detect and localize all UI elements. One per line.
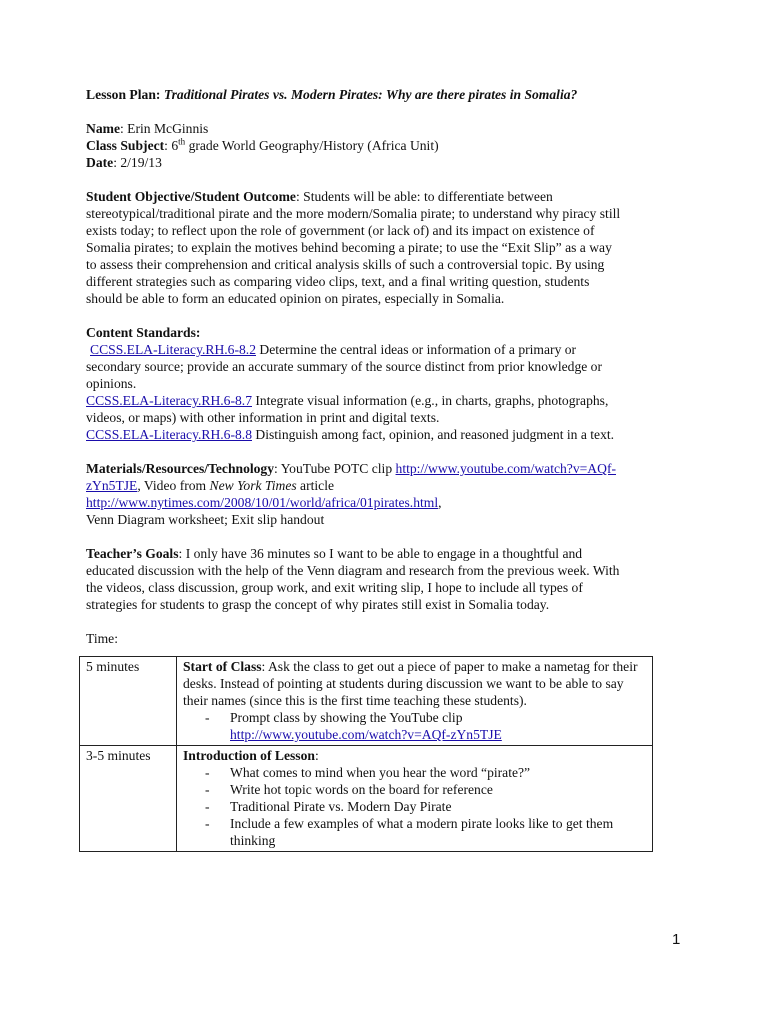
objective-line-5: to assess their comprehension and critical analysis skills of such a controversial topic. By using <box>86 257 605 272</box>
introduction-colon: : <box>314 748 319 763</box>
document-body <box>86 86 686 647</box>
list-item <box>183 815 646 849</box>
materials-line-4: Venn Diagram worksheet; Exit slip handout <box>86 512 325 527</box>
materials-pre: : YouTube POTC clip <box>274 461 396 476</box>
objective-line-1 <box>86 188 686 205</box>
list-item-text: Write hot topic words on the board for reference <box>230 782 493 797</box>
name-value: : Erin McGinnis <box>119 121 209 136</box>
objective-line-4: Somalia pirates; to explain the motives behind becoming a pirate; to use the “Exit Slip” as a way <box>86 240 612 255</box>
materials-line-2 <box>86 477 686 494</box>
objective-line-2: stereotypical/traditional pirate and the more modern/Somalia pirate; to understand why piracy still <box>86 206 621 221</box>
activity-list <box>183 764 646 849</box>
time-cell: 5 minutes <box>80 657 177 746</box>
standard-3-text: Distinguish among fact, opinion, and reasoned judgment in a text. <box>252 427 615 442</box>
standard-rh-6-8-2-link[interactable]: CCSS.ELA-Literacy.RH.6-8.2 <box>90 342 256 357</box>
dash-marker: - <box>205 816 210 831</box>
materials-line-3 <box>86 494 686 511</box>
objective-line-6: different strategies such as comparing video clips, text, and a final writing question, students <box>86 274 590 289</box>
standard-2-line-2: videos, or maps) with other information in print and digital texts. <box>86 410 440 425</box>
nytimes-link[interactable]: http://www.nytimes.com/2008/10/01/world/africa/01pirates.html <box>86 495 439 510</box>
subject-line <box>86 137 686 154</box>
list-item-text: Include a few examples of what a modern pirate looks like to get them thinking <box>230 816 614 848</box>
goals-line-2: educated discussion with the help of the Venn diagram and research from the previous week. With <box>86 563 620 578</box>
list-item <box>183 764 646 781</box>
date-value: : 2/19/13 <box>113 155 162 170</box>
goals-line-4: strategies for students to grasp the concept of why pirates still exist in Somalia today. <box>86 597 550 612</box>
list-item-text: Prompt class by showing the YouTube clip <box>230 710 463 725</box>
list-item-text: What comes to mind when you hear the word “pirate?” <box>230 765 531 780</box>
standard-1-line-2: secondary source; provide an accurate summary of the source distinct from prior knowledge or <box>86 359 603 374</box>
youtube-link-part-2[interactable]: zYn5TJE <box>86 478 138 493</box>
subject-post: grade World Geography/History (Africa Unit) <box>185 138 439 153</box>
introduction-label: Introduction of Lesson <box>183 748 315 763</box>
materials-mid: , Video from <box>137 478 210 493</box>
title-text: Traditional Pirates vs. Modern Pirates: Why are there pirates in Somalia? <box>163 87 578 102</box>
list-item <box>183 798 646 815</box>
dash-marker: - <box>205 799 210 814</box>
activity-list <box>183 709 646 743</box>
schedule-table <box>79 656 653 852</box>
standard-1-line-3: opinions. <box>86 376 137 391</box>
standard-2-text: Integrate visual information (e.g., in charts, graphs, photographs, <box>252 393 609 408</box>
subject-sup: th <box>178 136 186 147</box>
time-label: Time: <box>86 631 118 646</box>
start-of-class-label: Start of Class <box>183 659 262 674</box>
activity-cell <box>177 746 653 852</box>
youtube-link-part-1[interactable]: http://www.youtube.com/watch?v=AQf- <box>395 461 616 476</box>
materials-post: article <box>296 478 335 493</box>
nyt-title: New York Times <box>209 478 297 493</box>
standard-rh-6-8-7-link[interactable]: CCSS.ELA-Literacy.RH.6-8.7 <box>86 393 252 408</box>
table-row <box>80 746 653 852</box>
dash-marker: - <box>205 782 210 797</box>
list-item <box>183 709 646 743</box>
page-number: 1 <box>672 931 681 948</box>
subject-pre: : 6 <box>164 138 179 153</box>
start-of-class-text: : Ask the class to get out a piece of paper to make a nametag for their desks. Instead of pointing at students during discussion we want to be able to say their names (since this is the first time teaching these students). <box>183 659 638 708</box>
standard-rh-6-8-8-link[interactable]: CCSS.ELA-Literacy.RH.6-8.8 <box>86 427 252 442</box>
activity-cell <box>177 657 653 746</box>
subject-label: Class Subject <box>86 138 165 153</box>
dash-marker: - <box>205 765 210 780</box>
standard-3-line-1 <box>86 426 686 443</box>
goals-line-3: the videos, class discussion, group work, and exit writing slip, I hope to include all types of <box>86 580 583 595</box>
materials-comma: , <box>438 495 442 510</box>
date-line <box>86 154 686 171</box>
standard-1-line-1 <box>86 341 686 358</box>
title-label: Lesson Plan: <box>86 87 161 102</box>
goals-label: Teacher’s Goals <box>86 546 179 561</box>
objective-line-7: should be able to form an educated opinion on pirates, especially in Somalia. <box>86 291 505 306</box>
date-label: Date <box>86 155 114 170</box>
goals-line-1 <box>86 545 686 562</box>
objective-text-1: : Students will be able: to differentiate between <box>295 189 553 204</box>
youtube-clip-link[interactable]: http://www.youtube.com/watch?v=AQf-zYn5TJE <box>230 727 502 742</box>
time-cell: 3-5 minutes <box>80 746 177 852</box>
table-row <box>80 657 653 746</box>
list-item <box>183 781 646 798</box>
list-item-text: Traditional Pirate vs. Modern Day Pirate <box>230 799 452 814</box>
name-line <box>86 120 686 137</box>
materials-line-1 <box>86 460 686 477</box>
materials-label: Materials/Resources/Technology <box>86 461 275 476</box>
objective-line-3: exists today; to reflect upon the role of government (or lack of) and its impact on existence of <box>86 223 595 238</box>
standard-2-line-1 <box>86 392 686 409</box>
objective-label: Student Objective/Student Outcome <box>86 189 296 204</box>
standards-heading: Content Standards: <box>86 325 201 340</box>
name-label: Name <box>86 121 120 136</box>
standard-1-text: Determine the central ideas or information of a primary or <box>256 342 577 357</box>
lesson-title <box>86 86 686 103</box>
dash-marker: - <box>205 710 210 725</box>
goals-text-1: : I only have 36 minutes so I want to be able to engage in a thoughtful and <box>178 546 583 561</box>
